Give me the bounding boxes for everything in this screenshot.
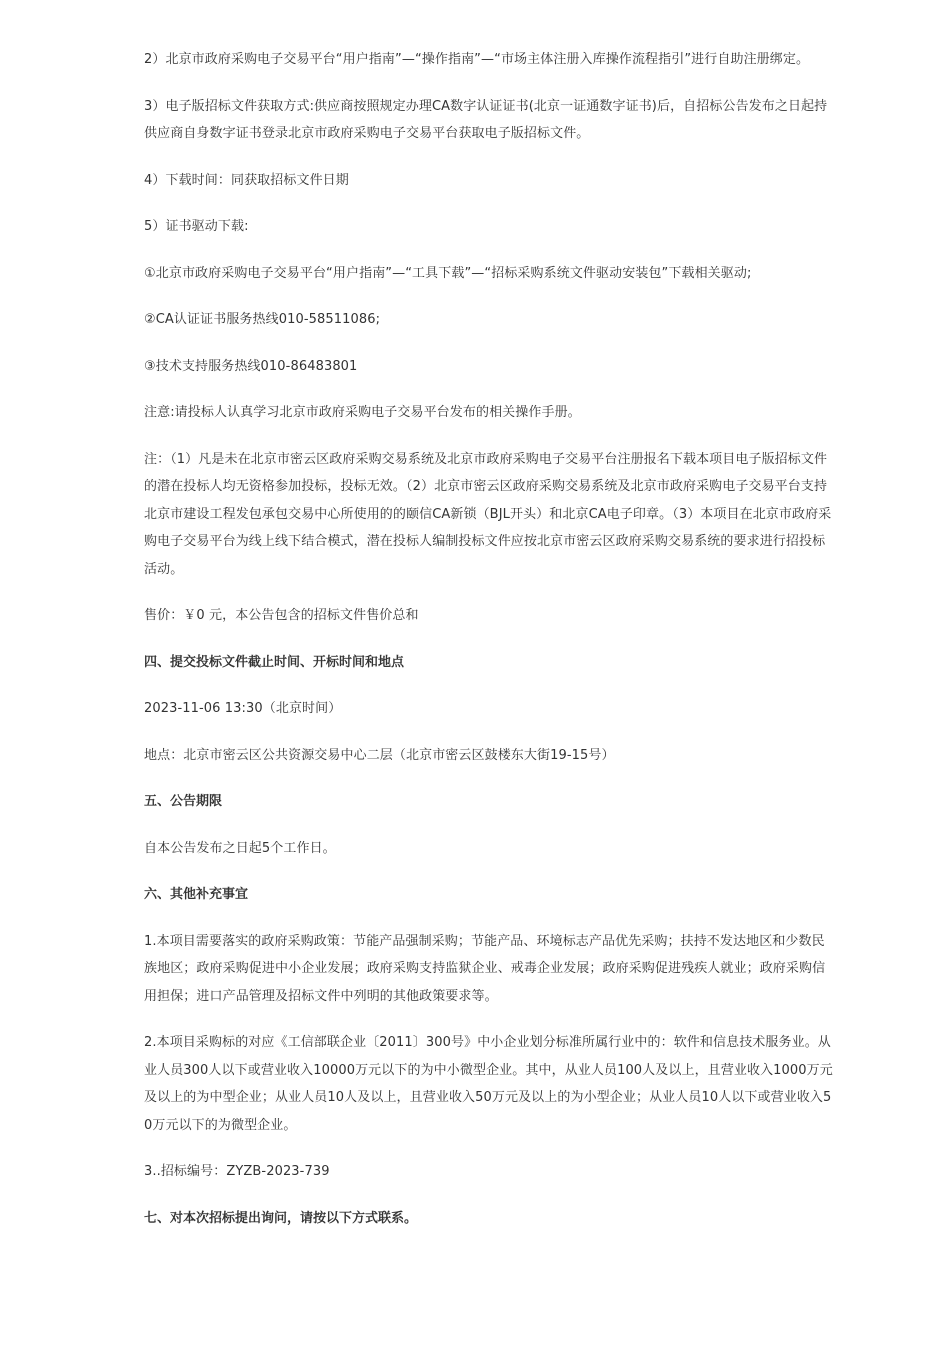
section-5-heading: 五、公告期限 bbox=[144, 794, 223, 809]
sme-classification: 2.本项目采购标的对应《工信部联企业〔2011〕300号》中小企业划分标准所属行业中的：软件和信息技术服务业。从业人员300人以下或营业收入10000万元以下的为中小微型企业。其中，从业人员100人及以上，且营业收入1000万元及以上的为中型企业；从业人员10人及以上，且营业收入50万元及以上的为小型企业；从业人员10人以下或营业收入50万元以下的为微型企业。 bbox=[144, 1035, 833, 1133]
tender-number: 3..招标编号：ZYZB-2023-739 bbox=[144, 1164, 330, 1179]
driver-download-heading: 5）证书驱动下载: bbox=[144, 219, 249, 234]
section-4-heading: 四、提交投标文件截止时间、开标时间和地点 bbox=[144, 654, 405, 670]
deadline-datetime: 2023-11-06 13:30（北京时间） bbox=[144, 701, 342, 716]
section-7-heading: 七、对本次招标提出询问，请按以下方式联系。 bbox=[144, 1210, 418, 1226]
ca-hotline: ②CA认证证书服务热线010-58511086; bbox=[144, 312, 381, 327]
opening-location: 地点：北京市密云区公共资源交易中心二层（北京市密云区鼓楼东大街19-15号） bbox=[144, 747, 615, 763]
eligibility-note: 注：（1）凡是未在北京市密云区政府采购交易系统及北京市政府采购电子交易平台注册报名下载本项目电子版招标文件的潜在投标人均无资格参加投标，投标无效。（2）北京市密云区政府采购交易系统及北京市政府采购电子交易平台支持北京市建设工程发包承包交易中心所使用的的颐信CA新锁（BJL开头）和北京CA电子印章。（3）本项目在北京市政府采购电子交易平台为线上线下结合模式，潜在投标人编制投标文件应按北京市密云区政府采购交易系统的要求进行招投标活动。 bbox=[144, 451, 832, 577]
registration-instruction: 2）北京市政府采购电子交易平台“用户指南”—“操作指南”—“市场主体注册入库操作流程指引”进行自助注册绑定。 bbox=[144, 52, 810, 67]
announcement-period: 自本公告发布之日起5个工作日。 bbox=[144, 840, 336, 856]
driver-download-path: ①北京市政府采购电子交易平台“用户指南”—“工具下载”—“招标采购系统文件驱动安装包”下载相关驱动; bbox=[144, 265, 752, 281]
price-note: 售价：￥0 元，本公告包含的招标文件售价总和 bbox=[144, 608, 419, 623]
procurement-policy: 1.本项目需要落实的政府采购政策：节能产品强制采购；节能产品、环境标志产品优先采购；扶持不发达地区和少数民族地区；政府采购促进中小企业发展；政府采购支持监狱企业、戒毒企业发展；政府采购促进残疾人就业；政府采购信用担保；进口产品管理及招标文件中列明的其他政策要求等。 bbox=[144, 933, 826, 1004]
document-acquisition-method: 3）电子版招标文件获取方式:供应商按照规定办理CA数字认证证书(北京一证通数字证书)后，自招标公告发布之日起持供应商自身数字证书登录北京市政府采购电子交易平台获取电子版招标文件。 bbox=[144, 98, 828, 141]
download-time: 4）下载时间：同获取招标文件日期 bbox=[144, 172, 349, 188]
attention-note: 注意:请投标人认真学习北京市政府采购电子交易平台发布的相关操作手册。 bbox=[144, 405, 581, 420]
announcement-body bbox=[144, 46, 834, 1232]
tech-support-hotline: ③技术支持服务热线010-86483801 bbox=[144, 358, 358, 374]
section-6-heading: 六、其他补充事宜 bbox=[144, 887, 249, 902]
